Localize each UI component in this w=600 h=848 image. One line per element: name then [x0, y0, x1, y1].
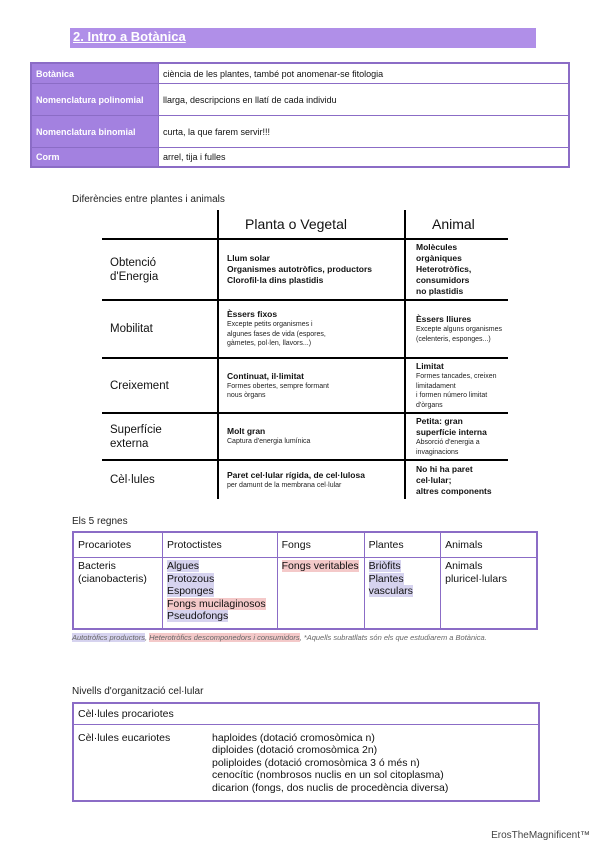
difference-row: [102, 358, 508, 413]
kingdom-item-line: [369, 585, 437, 598]
kingdom-item: Fongs veritables: [281, 560, 359, 572]
kingdom-item: vasculars: [368, 585, 413, 597]
kingdom-item-line: [369, 560, 437, 573]
animal-cell: [405, 300, 508, 358]
brand-signature: ErosTheMagnificent™: [491, 830, 590, 841]
kingdom-item-line: [167, 598, 273, 611]
plant-cell: [218, 239, 405, 300]
plant-sub-text: algunes fases de vida (espores,: [227, 330, 326, 338]
animal-cell: [405, 460, 508, 499]
difference-row: [102, 460, 508, 499]
difference-label-line: Mobilitat: [110, 323, 153, 335]
animal-sub-text: (celenteris, esponges...): [416, 335, 491, 343]
difference-label-line: externa: [110, 437, 149, 450]
animal-cell: [405, 413, 508, 460]
kingdom-item: (cianobacteris): [78, 572, 147, 585]
plant-sub-text: Excepte petits organismes i: [227, 321, 313, 329]
plant-sub-text: nous òrgans: [227, 392, 266, 399]
plant-main-text: Molt gran: [227, 426, 266, 437]
animal-main-text: No hi ha paret cel·lular;: [416, 463, 473, 485]
kingdom-item-line: [282, 560, 360, 573]
levels-box: [72, 702, 540, 802]
difference-label-line: Creixement: [110, 379, 169, 392]
kingdom-header: Plantes: [364, 532, 441, 558]
kingdom-item-line: [167, 610, 273, 623]
eukaryote-type: dicarion (fongs, dos nuclis de procedència diversa): [212, 781, 449, 794]
definition-text: curta, la que farem servir!!!: [159, 116, 570, 148]
definition-row: [31, 84, 569, 116]
plant-main-text: Llum solar: [227, 253, 270, 263]
footnote-heterotrophs: Heterotròfics descomponedors i consumidors: [149, 633, 300, 642]
kingdom-item: Protozous: [166, 572, 215, 585]
plant-sub-text: gàmetes, pol·len, llavors...): [227, 340, 312, 348]
kingdoms-table: [72, 531, 538, 630]
kingdom-item: pluricel·lulars: [445, 572, 507, 585]
kingdom-item: Bacteris: [78, 560, 116, 572]
animal-sub-text: Excepte alguns organismes: [416, 326, 502, 333]
differences-table: [102, 210, 508, 499]
difference-label-line: Obtenció: [110, 256, 157, 269]
plant-cell: [218, 300, 405, 358]
plant-cell: [218, 358, 405, 413]
plant-cell: [218, 460, 405, 499]
kingdom-item: Plantes: [368, 572, 404, 585]
kingdom-item-line: [78, 560, 158, 573]
prokaryotes-label: Cèl·lules procariotes: [78, 708, 174, 720]
definition-term: Corm: [31, 148, 159, 168]
eukaryotes-label: Cèl·lules eucariotes: [78, 732, 171, 744]
plant-sub-text: per damunt de la membrana cel·lular: [227, 481, 342, 489]
kingdom-item-line: [167, 560, 273, 573]
definition-term: Nomenclatura binomial: [31, 116, 159, 148]
kingdom-item: Animals: [445, 560, 483, 572]
kingdoms-heading: Els 5 regnes: [72, 516, 128, 527]
plant-sub-text: Formes obertes, sempre formant: [227, 382, 329, 390]
kingdom-item: Algues: [166, 560, 200, 572]
animal-sub-text: Formes tancades, creixen limitadament: [416, 373, 497, 390]
definition-row: [31, 116, 569, 148]
kingdom-header: Fongs: [277, 532, 364, 558]
animal-main-text: no plastidis: [416, 286, 464, 296]
kingdom-cell: [441, 558, 537, 630]
difference-label-line: Cèl·lules: [110, 474, 155, 486]
eukaryote-type: cenocític (nombrosos nuclis en un sol citoplasma): [212, 769, 444, 782]
footnote-separator: ,: [144, 633, 150, 642]
difference-row: [102, 413, 508, 460]
definition-text: ciència de les plantes, també pot anomenar-se fitologia: [159, 63, 570, 84]
definition-term: Botànica: [31, 63, 159, 84]
definitions-table: [30, 62, 570, 168]
eukaryote-type: diploides (dotació cromosòmica 2n): [212, 744, 378, 757]
kingdom-item-line: [445, 573, 532, 586]
definition-row: [31, 63, 569, 84]
kingdom-cell: [364, 558, 441, 630]
kingdom-item-line: [78, 573, 158, 586]
levels-heading: Nivells d'organització cel·lular: [72, 686, 204, 697]
kingdom-item: Pseudofongs: [166, 610, 229, 622]
animal-main-text: altres components: [416, 485, 492, 496]
differences-heading: Diferències entre plantes i animals: [72, 194, 225, 205]
kingdom-item: Briòfits: [368, 560, 401, 572]
animal-cell: [405, 239, 508, 300]
kingdom-item-line: [369, 573, 437, 586]
differences-corner: [102, 210, 218, 239]
kingdom-item-line: [167, 585, 273, 598]
animal-column-header: Animal: [405, 210, 508, 239]
difference-label: [102, 300, 218, 358]
difference-label: [102, 460, 218, 499]
animal-sub-text: i formen número limitat d'òrgans: [416, 392, 488, 409]
animal-main-text: Limitat: [416, 361, 444, 371]
animal-main-text: Heterotròfics, consumidors: [416, 264, 472, 285]
animal-main-text: Petita: gran superfície interna: [416, 416, 487, 437]
animal-main-text: Molècules orgàniques: [416, 242, 462, 263]
kingdom-cell: [277, 558, 364, 630]
kingdom-header: Procariotes: [73, 532, 162, 558]
page-title: 2. Intro a Botànica: [73, 29, 186, 44]
difference-row: [102, 300, 508, 358]
title-bar: [70, 28, 536, 48]
kingdoms-footnote: [72, 632, 538, 643]
definition-text: llarga, descripcions en llatí de cada individu: [159, 84, 570, 116]
prokaryotes-row: [74, 704, 538, 725]
kingdom-item-line: [167, 573, 273, 586]
kingdom-item-line: [445, 560, 532, 573]
difference-label: [102, 413, 218, 460]
plant-main-text: Organismes autotròfics, productors: [227, 264, 372, 274]
plant-main-text: Continuat, il·limitat: [227, 370, 304, 381]
kingdom-cell: [162, 558, 277, 630]
difference-label-line: Superfície: [110, 423, 162, 436]
kingdom-item: Esponges: [166, 585, 214, 597]
eukaryote-type: poliploides (dotació cromosòmica 3 ó més n): [212, 756, 420, 769]
plant-main-text: Paret cel·lular rígida, de cel·lulosa: [227, 469, 365, 480]
difference-label-line: d'Energia: [110, 270, 159, 283]
plant-sub-text: Captura d'energia lumínica: [227, 438, 311, 446]
definition-text: arrel, tija i fulles: [159, 148, 570, 168]
animal-main-text: Èssers lliures: [416, 314, 472, 324]
difference-row: [102, 239, 508, 300]
animal-cell: [405, 358, 508, 413]
difference-label: [102, 358, 218, 413]
definition-row: [31, 148, 569, 168]
footnote-rest: , *Aquells subratllats són els que estudiarem a Botànica.: [299, 633, 487, 642]
plant-main-text: Clorofil·la dins plastidis: [227, 275, 324, 285]
plant-cell: [218, 413, 405, 460]
definition-term: Nomenclatura polinomial: [31, 84, 159, 116]
plant-main-text: Èssers fixos: [227, 309, 278, 320]
difference-label: [102, 239, 218, 300]
eukaryote-types-list: [212, 732, 448, 794]
kingdom-header: Animals: [441, 532, 537, 558]
kingdom-item: Fongs mucilaginosos: [166, 597, 266, 610]
eukaryote-type: haploides (dotació cromosòmica n): [212, 732, 375, 744]
animal-sub-text: Absorció d'energia a invaginacions: [416, 439, 480, 456]
kingdom-cell: [73, 558, 162, 630]
plant-column-header: Planta o Vegetal: [218, 210, 405, 239]
kingdom-header: Protoctistes: [162, 532, 277, 558]
footnote-autotrophs: Autotròfics productors: [72, 633, 145, 642]
